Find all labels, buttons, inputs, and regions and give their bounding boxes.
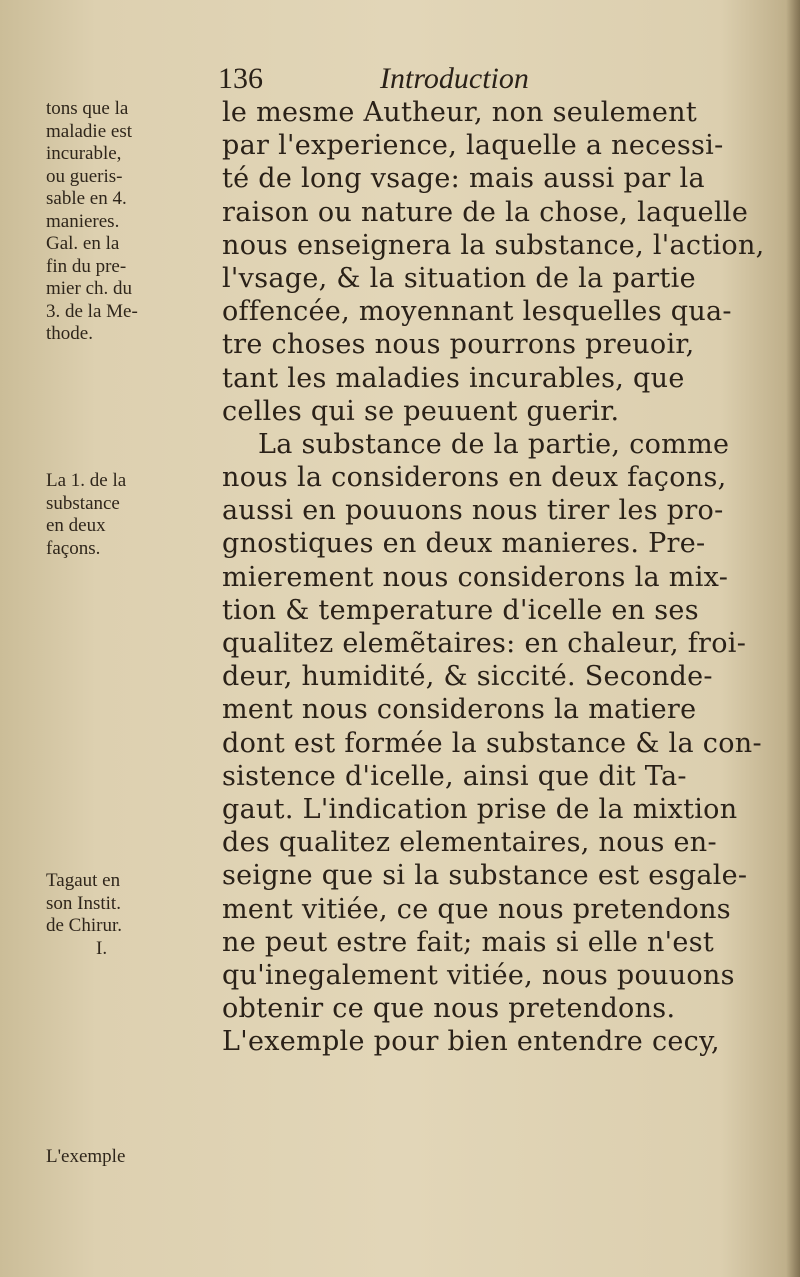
text-line: ment vitiée, ce que nous pretendons — [222, 893, 731, 925]
marginal-line: de Chirur. — [46, 915, 122, 936]
text-line: L'exemple pour bien entendre cecy, — [222, 1026, 720, 1058]
body-text — [222, 96, 770, 1058]
marginal-line: fin du pre- — [46, 255, 127, 277]
text-line: ne peut estre fait; mais si elle n'est — [222, 926, 714, 958]
text-line: tre choses nous pourrons preuoir, — [222, 329, 695, 361]
text-line: gnostiques en deux manieres. Pre- — [222, 528, 706, 560]
marginal-line: thode. — [46, 323, 93, 344]
marginal-line: L'exemple — [46, 1146, 126, 1167]
text-line: par l'experience, laquelle a necessi- — [222, 130, 724, 162]
marginal-line: La 1. de la — [46, 470, 127, 491]
text-line: deur, humidité, & siccité. Seconde- — [222, 661, 713, 693]
marginal-line: manieres. — [46, 210, 120, 232]
text-line: ment nous considerons la matiere — [222, 694, 697, 726]
text-line: nous enseignera la substance, l'action, — [222, 229, 765, 261]
text-line: qualitez elemẽtaires: en chaleur, froi- — [222, 628, 747, 659]
marginal-line: son Instit. — [46, 892, 121, 914]
text-line: dont est formée la substance & la con- — [222, 727, 762, 759]
marginal-line: Gal. en la — [46, 233, 120, 254]
marginal-line: incurable, — [46, 143, 122, 164]
text-line: des qualitez elementaires, nous en- — [222, 827, 717, 859]
marginal-line: mier ch. du — [46, 278, 133, 299]
marginal-line: 3. de la Me- — [46, 300, 138, 322]
text-line: té de long vsage: mais aussi par la — [222, 163, 705, 195]
marginal-line: ou gueris- — [46, 165, 123, 187]
text-line: offencée, moyennant lesquelles qua- — [222, 296, 732, 328]
text-line: qu'inegalement vitiée, nous pouuons — [222, 959, 735, 991]
paragraph-start-line: La substance de la partie, comme — [258, 428, 730, 460]
text-line: l'vsage, & la situation de la partie — [222, 262, 696, 294]
text-line: gaut. L'indication prise de la mixtion — [222, 793, 738, 825]
marginal-line: Tagaut en — [46, 870, 121, 891]
marginal-line: substance — [46, 492, 120, 514]
text-line: tion & temperature d'icelle en ses — [222, 594, 699, 626]
text-line: mierement nous considerons la mix- — [222, 561, 729, 593]
running-title: Introduction — [380, 62, 529, 95]
marginal-line: sable en 4. — [46, 188, 127, 209]
text-line: raison ou nature de la chose, laquelle — [222, 196, 749, 228]
text-line: tant les maladies incurables, que — [222, 362, 685, 394]
marginal-line: en deux — [46, 515, 106, 536]
marginal-note-incurable — [46, 98, 218, 346]
marginal-line: tons que la — [46, 98, 129, 119]
marginal-line: maladie est — [46, 120, 132, 142]
marginal-note-exemple — [46, 1146, 218, 1169]
text-line: le mesme Autheur, non seulement — [222, 97, 697, 128]
text-line: seigne que si la substance est esgale- — [222, 860, 748, 892]
text-line: nous la considerons en deux façons, — [222, 462, 727, 494]
marginal-line: I. — [96, 937, 108, 959]
page-edge-shadow — [786, 0, 800, 1277]
marginal-line: façons. — [46, 537, 101, 559]
text-line: celles qui se peuuent guerir. — [222, 395, 620, 427]
text-line: aussi en pouuons nous tirer les pro- — [222, 495, 724, 527]
marginal-note-substance — [46, 470, 218, 560]
marginal-note-tagaut — [46, 870, 218, 960]
page-number: 136 — [218, 62, 263, 95]
text-line: obtenir ce que nous pretendons. — [222, 993, 676, 1025]
text-line: sistence d'icelle, ainsi que dit Ta- — [222, 760, 687, 792]
